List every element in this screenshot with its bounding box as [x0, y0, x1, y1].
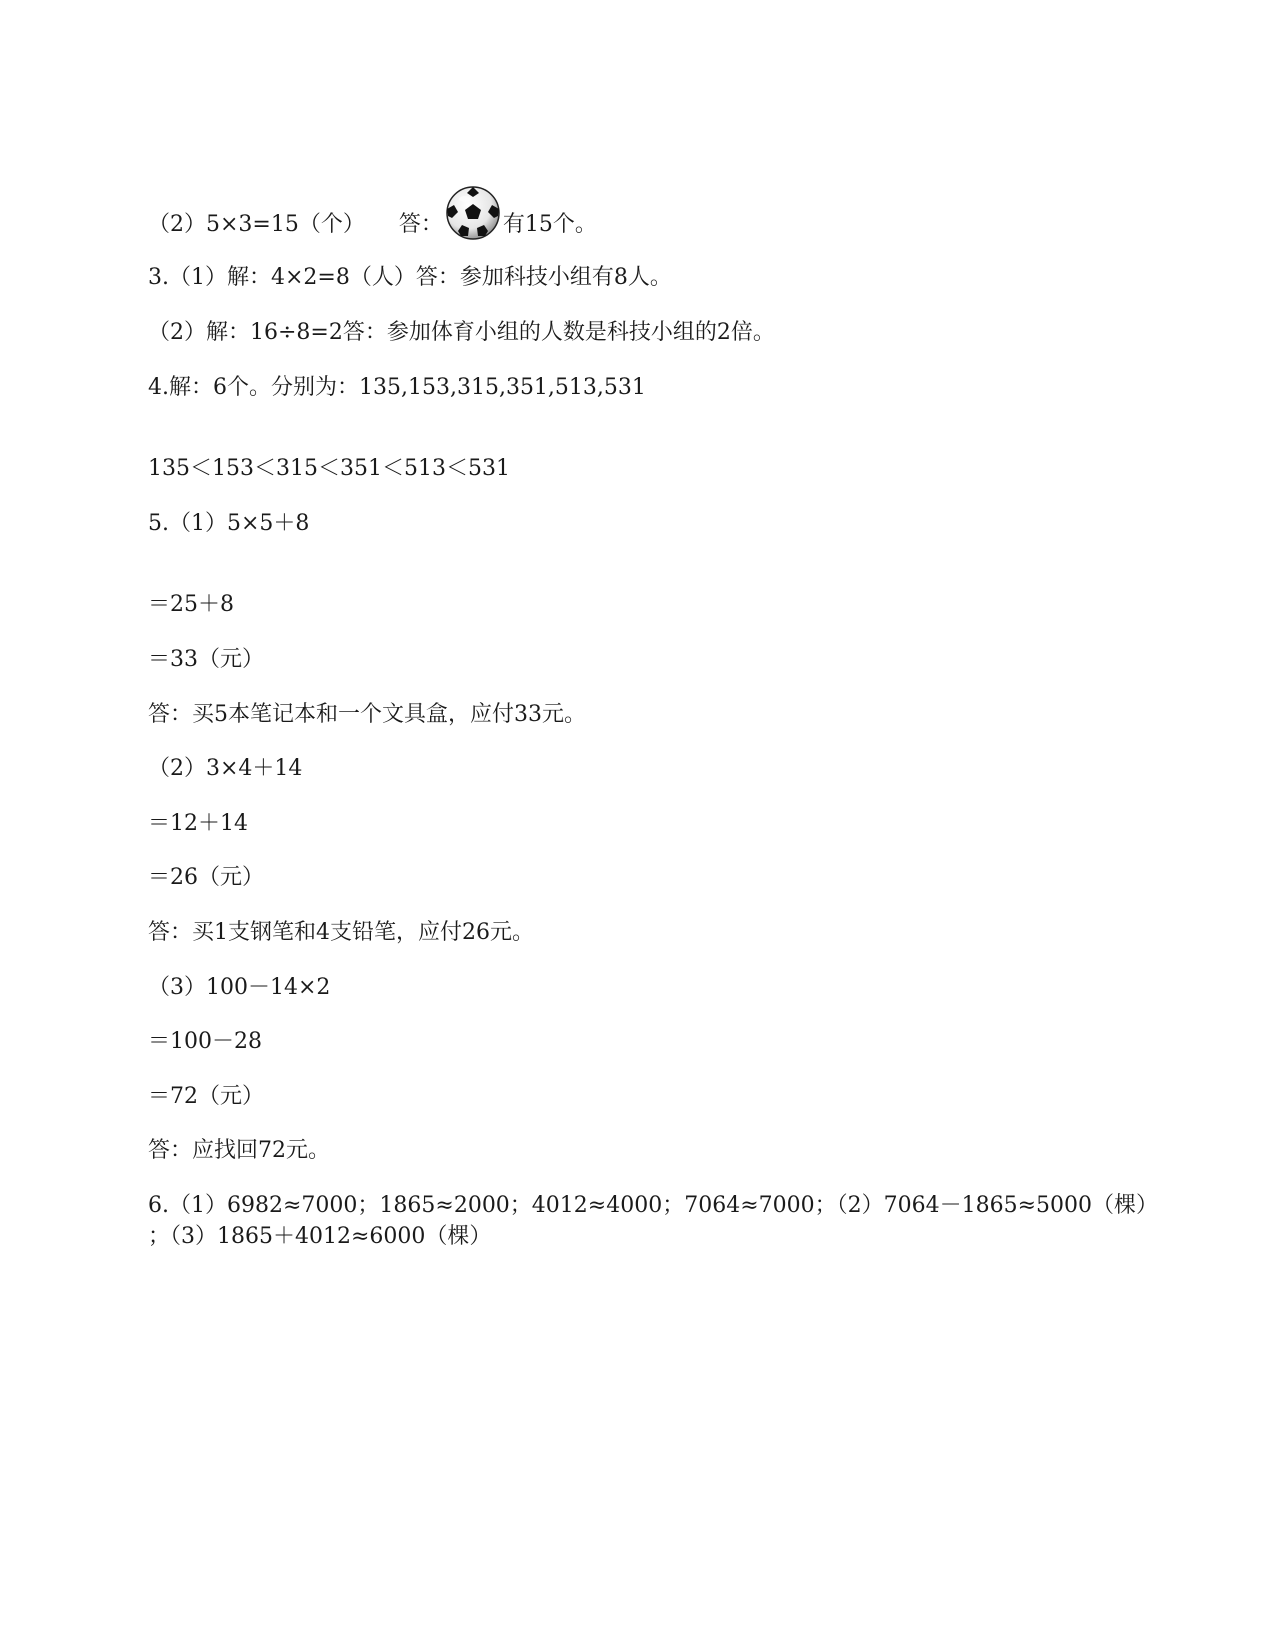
answer-3-1: 3.（1）解：4×2=8（人）答：参加科技小组有8人。	[148, 265, 672, 290]
answer-4: 4.解：6个。分别为：135,153,315,351,513,531	[148, 375, 646, 400]
answer-4-order: 135＜153＜315＜351＜513＜531	[148, 456, 510, 481]
answer-5-3-expression: （3）100－14×2	[148, 975, 331, 1000]
answer-5-1-expression: 5.（1）5×5＋8	[148, 511, 310, 536]
answer-5-1-reply: 答：买5本笔记本和一个文具盒，应付33元。	[148, 702, 586, 727]
answer-2-2-suffix: 有15个。	[502, 212, 597, 237]
answer-2-2	[148, 185, 597, 241]
soccer-ball-icon	[445, 185, 501, 241]
answer-5-2-step2: ＝26（元）	[148, 865, 264, 890]
answer-5-3-step1: ＝100－28	[148, 1029, 262, 1054]
answer-5-1-step1: ＝25＋8	[148, 592, 234, 617]
answer-6-line2: ；（3）1865＋4012≈6000（棵）	[148, 1224, 492, 1249]
answer-2-2-prefix: 答：	[398, 212, 443, 237]
answer-5-3-reply: 答：应找回72元。	[148, 1138, 330, 1163]
answer-5-2-step1: ＝12＋14	[148, 811, 248, 836]
answer-5-2-reply: 答：买1支钢笔和4支铅笔，应付26元。	[148, 920, 534, 945]
answer-5-2-expression: （2）3×4＋14	[148, 756, 303, 781]
answer-5-1-step2: ＝33（元）	[148, 647, 264, 672]
answer-6-line1: 6.（1）6982≈7000；1865≈2000；4012≈4000；7064≈7000；（2）7064－1865≈5000（棵）	[148, 1193, 1159, 1218]
answer-3-2: （2）解：16÷8=2答：参加体育小组的人数是科技小组的2倍。	[148, 320, 775, 345]
answer-2-2-equation: （2）5×3=15（个）	[148, 212, 365, 237]
answer-5-3-step2: ＝72（元）	[148, 1084, 264, 1109]
